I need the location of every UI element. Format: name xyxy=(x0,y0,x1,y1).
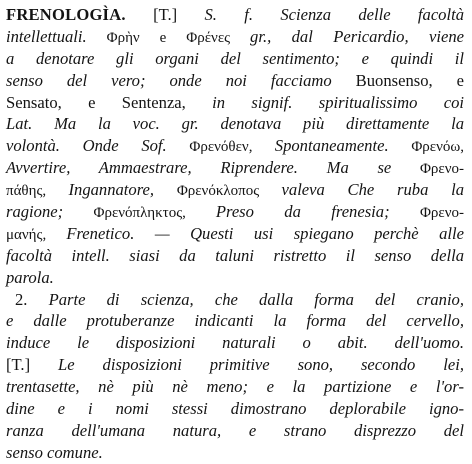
entry-text: dine e i nomi stessi dimostrano deplorabile igno- xyxy=(6,399,464,419)
entry-text: ragione; xyxy=(6,202,94,222)
entry-text: S. f. Scienza delle facoltà xyxy=(204,5,464,24)
entry-text: Ingannatore, xyxy=(68,180,177,200)
greek-term: Φρενόπληκτος, xyxy=(93,205,216,222)
entry-line xyxy=(6,398,464,420)
entry-text: intellettuali. xyxy=(6,26,87,46)
entry-text: valeva Che ruba la xyxy=(281,180,465,200)
entry-line xyxy=(6,332,464,354)
entry-text: volontà. Onde Sof. xyxy=(6,136,190,156)
entry-line xyxy=(6,354,464,376)
entry-line xyxy=(6,420,464,442)
entry-line xyxy=(6,113,464,135)
entry-text: Sensato, e Sentenza, xyxy=(6,92,213,112)
greek-term: Φρενόθεν, xyxy=(189,139,275,156)
entry-line xyxy=(6,26,464,48)
entry-text: a denotare gli organi del sentimento; e quindi il xyxy=(6,48,464,68)
entry-text: Spontaneamente. xyxy=(274,136,412,156)
greek-term: Φρενο- xyxy=(419,205,464,222)
entry-line xyxy=(6,48,464,70)
entry-text: Avvertire, Ammaestrare, Riprendere. Ma se xyxy=(6,158,420,178)
entry-text: [T.] xyxy=(125,5,205,24)
entry-line xyxy=(6,289,464,311)
entry-text: ranza dell'umana natura, e strano disprezzo del xyxy=(6,420,464,440)
entry-line xyxy=(6,442,464,464)
entry-text: Buonsenso, e xyxy=(355,70,464,90)
entry-text: Parte di scienza, che dalla forma del cranio, xyxy=(48,289,465,309)
entry-text: e dalle protuberanze indicanti la forma del cervello, xyxy=(6,311,464,331)
entry-text: gr., dal Pericardio, viene xyxy=(250,26,464,46)
entry-text: Lat. Ma la voc. gr. denotava più direttamente la xyxy=(6,114,464,134)
entry-text: [T.] xyxy=(6,355,59,375)
entry-line xyxy=(6,70,464,92)
greek-term: Φρενο- xyxy=(419,161,464,178)
entry-text: Le disposizioni primitive sono, secondo lei, xyxy=(58,355,464,375)
entry-line xyxy=(6,223,464,245)
greek-term: Φρενόω, xyxy=(411,139,464,156)
entry-text: senso comune. xyxy=(6,442,103,462)
headword: FRENOLOGÌA. xyxy=(6,5,126,24)
entry-line xyxy=(6,245,464,267)
entry-text: induce le disposizioni naturali o abit. dell'uomo. xyxy=(6,333,464,353)
greek-term: πάθης, xyxy=(6,183,69,200)
greek-term: μανής, xyxy=(6,226,67,243)
entry-line xyxy=(6,376,464,398)
entry-text: Preso da frenesia; xyxy=(215,202,420,222)
entry-line xyxy=(6,4,464,26)
entry-text: Frenetico. — Questi usi spiegano perchè alle xyxy=(66,223,465,243)
entry-line xyxy=(6,135,464,157)
entry-text: facoltà intell. siasi da taluni ristretto il senso della xyxy=(6,245,464,265)
entry-line xyxy=(6,157,464,179)
entry-line xyxy=(6,310,464,332)
entry-line xyxy=(6,201,464,223)
entry-text: parola. xyxy=(6,267,54,287)
entry-line xyxy=(6,267,464,289)
entry-text: senso del vero; onde noi facciamo xyxy=(6,70,356,90)
entry-text: 2. xyxy=(15,289,49,309)
entry-line xyxy=(6,179,464,201)
entry-text: in signif. spiritualissimo coi xyxy=(212,92,464,112)
greek-term: Φρὴν e Φρένες xyxy=(86,29,251,46)
entry-line xyxy=(6,92,464,114)
greek-term: Φρενόκλοπος xyxy=(176,183,282,200)
entry-text: trentasette, nè più nè meno; e la partizione e l'or- xyxy=(6,377,464,397)
